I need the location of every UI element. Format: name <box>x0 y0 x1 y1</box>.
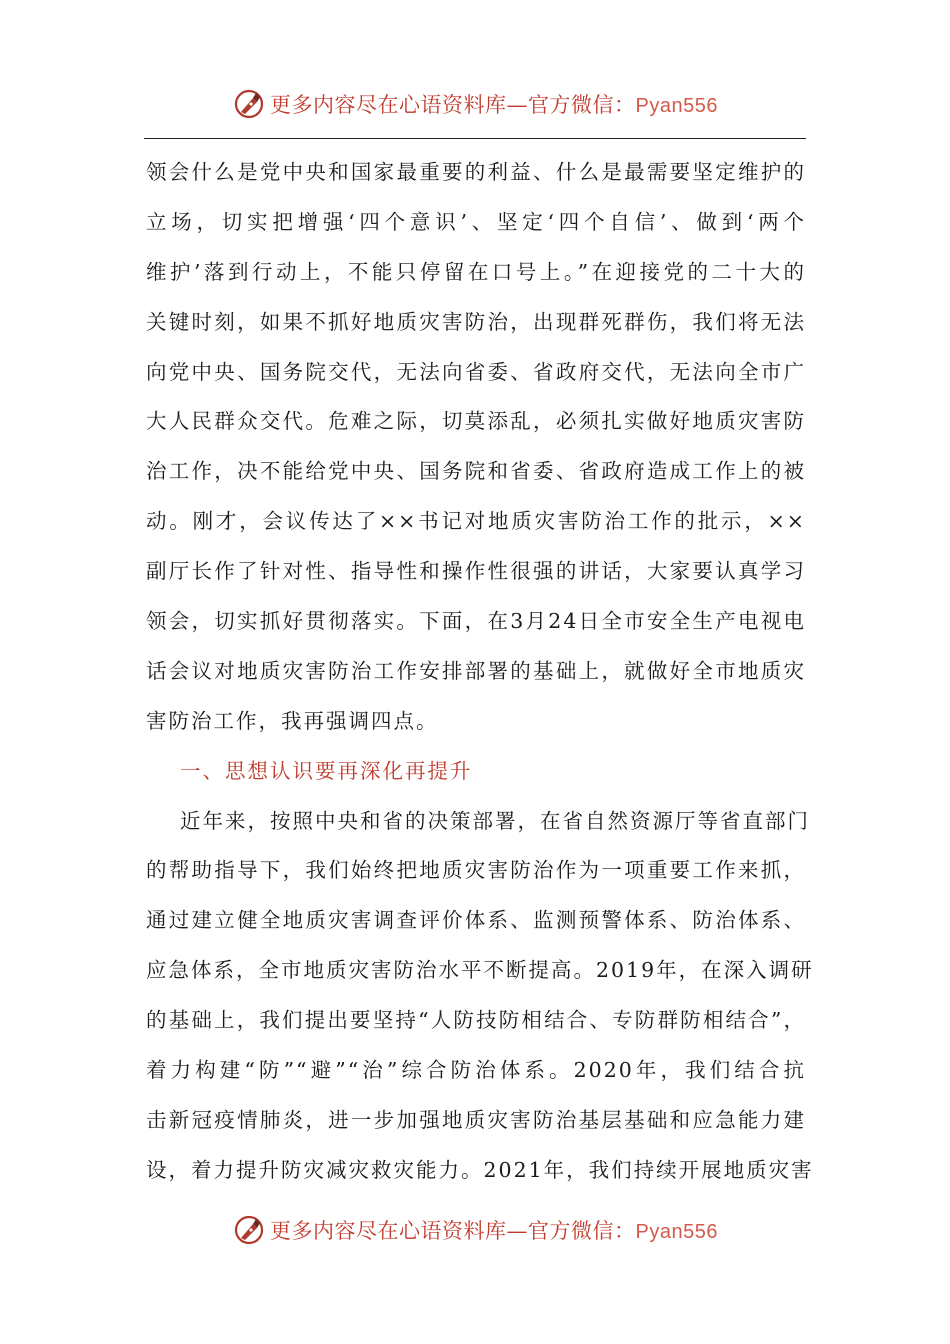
section-heading: 一、思想认识要再深化再提升 <box>180 758 473 783</box>
paragraph-line: 话会议对地质灾害防治工作安排部署的基础上，就做好全市地质灾 <box>146 658 806 683</box>
paragraph-line: 击新冠疫情肺炎，进一步加强地质灾害防治基层基础和应急能力建 <box>146 1107 806 1132</box>
paragraph-line: 动。刚才，会议传达了××书记对地质灾害防治工作的批示，×× <box>146 509 806 534</box>
paragraph-line: 大人民群众交代。危难之际，切莫添乱，必须扎实做好地质灾害防 <box>146 409 806 434</box>
wechat-id: Pyan556 <box>635 1221 718 1243</box>
paragraph-line: 领会，切实抓好贯彻落实。下面，在3月24日全市安全生产电视电 <box>146 609 806 634</box>
paragraph-line: 的基础上，我们提出要坚持“人防技防相结合、专防群防相结合”， <box>146 1008 806 1033</box>
paragraph-line: 设，着力提升防灾减灾救灾能力。2021年，我们持续开展地质灾害 <box>146 1157 814 1182</box>
paragraph-line: 向党中央、国务院交代，无法向省委、省政府交代，无法向全市广 <box>146 359 806 384</box>
banner-text: 更多内容尽在心语资料库—官方微信： <box>270 1219 636 1243</box>
header-banner <box>0 84 950 124</box>
pen-nib-logo-icon <box>232 87 266 121</box>
paragraph-line: 维护’落到行动上，不能只停留在口号上。”在迎接党的二十大的 <box>146 259 806 284</box>
paragraph-line: 关键时刻，如果不抓好地质灾害防治，出现群死群伤，我们将无法 <box>146 309 806 334</box>
wechat-id: Pyan556 <box>635 95 718 117</box>
paragraph-line: 通过建立健全地质灾害调查评价体系、监测预警体系、防治体系、 <box>146 908 806 933</box>
paragraph-line: 害防治工作，我再强调四点。 <box>146 708 439 733</box>
paragraph-line: 着力构建“防”“避”“治”综合防治体系。2020年，我们结合抗 <box>146 1058 806 1083</box>
pen-nib-logo-icon <box>232 1213 266 1247</box>
paragraph-line: 治工作，决不能给党中央、国务院和省委、省政府造成工作上的被 <box>146 459 806 484</box>
header-divider <box>144 138 806 139</box>
paragraph-line: 近年来，按照中央和省的决策部署，在省自然资源厅等省直部门 <box>180 808 810 833</box>
paragraph-line: 应急体系，全市地质灾害防治水平不断提高。2019年，在深入调研 <box>146 958 814 983</box>
footer-banner <box>0 1210 950 1250</box>
paragraph-line: 领会什么是党中央和国家最重要的利益、什么是最需要坚定维护的 <box>146 160 806 184</box>
paragraph-line: 的帮助指导下，我们始终把地质灾害防治作为一项重要工作来抓， <box>146 858 806 883</box>
paragraph-line: 副厅长作了针对性、指导性和操作性很强的讲话，大家要认真学习 <box>146 559 806 584</box>
document-body <box>146 148 814 1196</box>
paragraph-line: 立场，切实把增强‘四个意识’、坚定‘四个自信’、做到‘两个 <box>146 209 806 234</box>
banner-caption <box>270 89 718 119</box>
banner-text: 更多内容尽在心语资料库—官方微信： <box>270 93 636 117</box>
banner-caption <box>270 1215 718 1245</box>
